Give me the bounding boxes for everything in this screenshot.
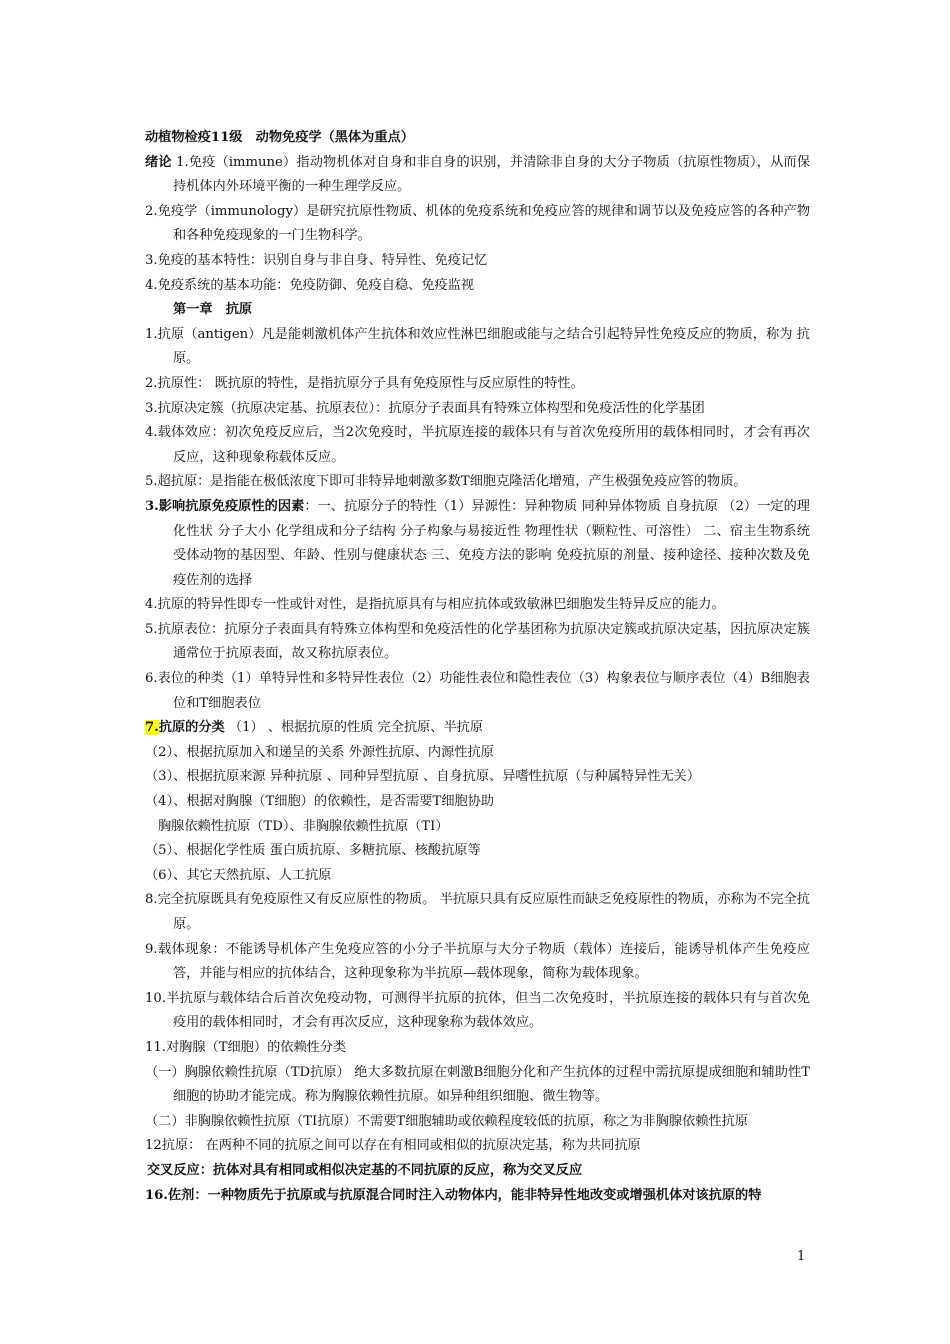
chapter-item-18: 9.载体现象：不能诱导机体产生免疫应答的小分子半抗原与大分子物质（载体）连接后，能诱导机体产生免疫应答，并能与相应的抗体结合，这种现象称为半抗原—载体现象，简称为载体现象。 (145, 941, 810, 982)
chapter-item-6: 3.影响抗原免疫原性的因素：一、抗原分子的特性（1）异源性：异种物质 同种异体物质 自身抗原 （2）一定的理化性状 分子大小 化学组成和分子结构 分子构象与易接近性 物理性状（颗粒性、可溶性） 二、宿主生物系统 受体动物的基因型、年龄、性别与健康状态 三、免疫方法的影响 免疫抗原的剂量、接种途径、接种次数及免疫佐剂的选择 (145, 498, 810, 588)
intro-item-3: 3.免疫的基本特性：识别自身与非自身、特异性、免疫记忆 (145, 252, 488, 268)
chapter-item-14: 胸腺依赖性抗原（TD）、非胸腺依赖性抗原（TI） (158, 818, 449, 834)
chapter-item-19: 10.半抗原与载体结合后首次免疫动物，可测得半抗原的抗体，但当二次免疫时，半抗原连接的载体只有与首次免疫用的载体相同时，才会有再次反应，这种现象称为载体效应。 (145, 990, 810, 1031)
highlighted-number: 7. (145, 720, 159, 736)
chapter-item-13: （4）、根据对胸腺（T细胞）的依赖性，是否需要T细胞协助 (145, 794, 495, 810)
chapter-item-11: （2）、根据抗原加入和递呈的关系 外源性抗原、内源性抗原 (145, 744, 494, 760)
intro-item-1: 绪论 1.免疫（immune）指动物机体对自身和非自身的识别，并清除非自身的大分子物质（抗原性物质），从而保持机体内外环境平衡的一种生理学反应。 (145, 154, 811, 195)
intro-heading: 绪论 (145, 154, 172, 170)
chapter-item-10: 7.抗原的分类 （1） 、根据抗原的性质 完全抗原、半抗原 (145, 720, 484, 736)
chapter-item-1: 1.抗原（antigen）凡是能刺激机体产生抗体和效应性淋巴细胞或能与之结合引起特异性免疫反应的物质，称为 抗原。 (145, 326, 810, 367)
chapter-item-9: 6.表位的种类（1）单特异性和多特异性表位（2）功能性表位和隐性表位（3）构象表位与顺序表位（4）B细胞表位和T细胞表位 (145, 671, 810, 711)
document-title: 动植物检疫11级 动物免疫学（黑体为重点） (145, 130, 414, 145)
chapter-item-15: （5）、根据化学性质 蛋白质抗原、多糖抗原、核酸抗原等 (145, 843, 481, 859)
chapter-item-7: 4.抗原的特异性即专一性或针对性，是指抗原具有与相应抗体或致敏淋巴细胞发生特异反应的能力。 (145, 597, 725, 613)
chapter-item-20: 11.对胸腺（T细胞）的依赖性分类 (145, 1039, 347, 1055)
chapter-item-25: 16.佐剂：一种物质先于抗原或与抗原混合同时注入动物体内，能非特异性地改变或增强机体对该抗原的特 (145, 1187, 762, 1203)
chapter-item-5: 5.超抗原：是指能在极低浓度下即可非特异地刺激多数T细胞克隆活化增殖，产生极强免疫应答的物质。 (145, 474, 747, 490)
chapter-item-12: （3）、根据抗原来源 异种抗原 、同种异型抗原 、自身抗原、异嗜性抗原（与种属特异性无关） (145, 769, 701, 785)
intro-item-2: 2.免疫学（immunology）是研究抗原性物质、机体的免疫系统和免疫应答的规律和调节以及免疫应答的各种产物和各种免疫现象的一门生物科学。 (145, 203, 810, 244)
page-number: 1 (797, 1249, 806, 1264)
chapter-item-24: 交叉反应：抗体对具有相同或相似决定基的不同抗原的反应，称为交叉反应 (147, 1162, 583, 1178)
chapter-item-17: 8.完全抗原既具有免疫原性又有反应原性的物质。 半抗原只具有反应原性而缺乏免疫原性的物质，亦称为不完全抗原。 (145, 892, 810, 932)
intro-item-4: 4.免疫系统的基本功能：免疫防御、免疫自稳、免疫监视 (145, 277, 475, 293)
chapter-item-4: 4.载体效应：初次免疫反应后，当2次免疫时，半抗原连接的载体只有与首次免疫所用的载体相同时，才会有再次反应，这种现象称载体反应。 (145, 425, 810, 465)
chapter-item-16: （6）、其它天然抗原、人工抗原 (145, 867, 332, 883)
chapter-item-22: （二）非胸腺依赖性抗原（TI抗原）不需要T细胞辅助或依赖程度较低的抗原，称之为非胸腺依赖性抗原 (145, 1113, 749, 1129)
document-body (145, 126, 810, 1208)
chapter-item-2: 2.抗原性： 既抗原的特性，是指抗原分子具有免疫原性与反应原性的特性。 (145, 375, 584, 391)
chapter-item-21: （一）胸腺依赖性抗原（TD抗原） 绝大多数抗原在刺激B细胞分化和产生抗体的过程中需抗原提成细胞和辅助性T细胞的协助才能完成。称为胸腺依赖性抗原。如异种组织细胞、微生物等。 (145, 1064, 810, 1105)
chapter-item-23: 12抗原： 在两种不同的抗原之间可以存在有相同或相似的抗原决定基，称为共同抗原 (145, 1138, 641, 1154)
chapter-item-8: 5.抗原表位：抗原分子表面具有特殊立体构型和免疫活性的化学基团称为抗原决定簇或抗原决定基，因抗原决定簇通常位于抗原表面，故又称抗原表位。 (145, 621, 810, 662)
chapter-heading: 第一章 抗原 (173, 302, 253, 318)
chapter-item-3: 3.抗原决定簇（抗原决定基、抗原表位）：抗原分子表面具有特殊立体构型和免疫活性的化学基团 (145, 400, 705, 416)
